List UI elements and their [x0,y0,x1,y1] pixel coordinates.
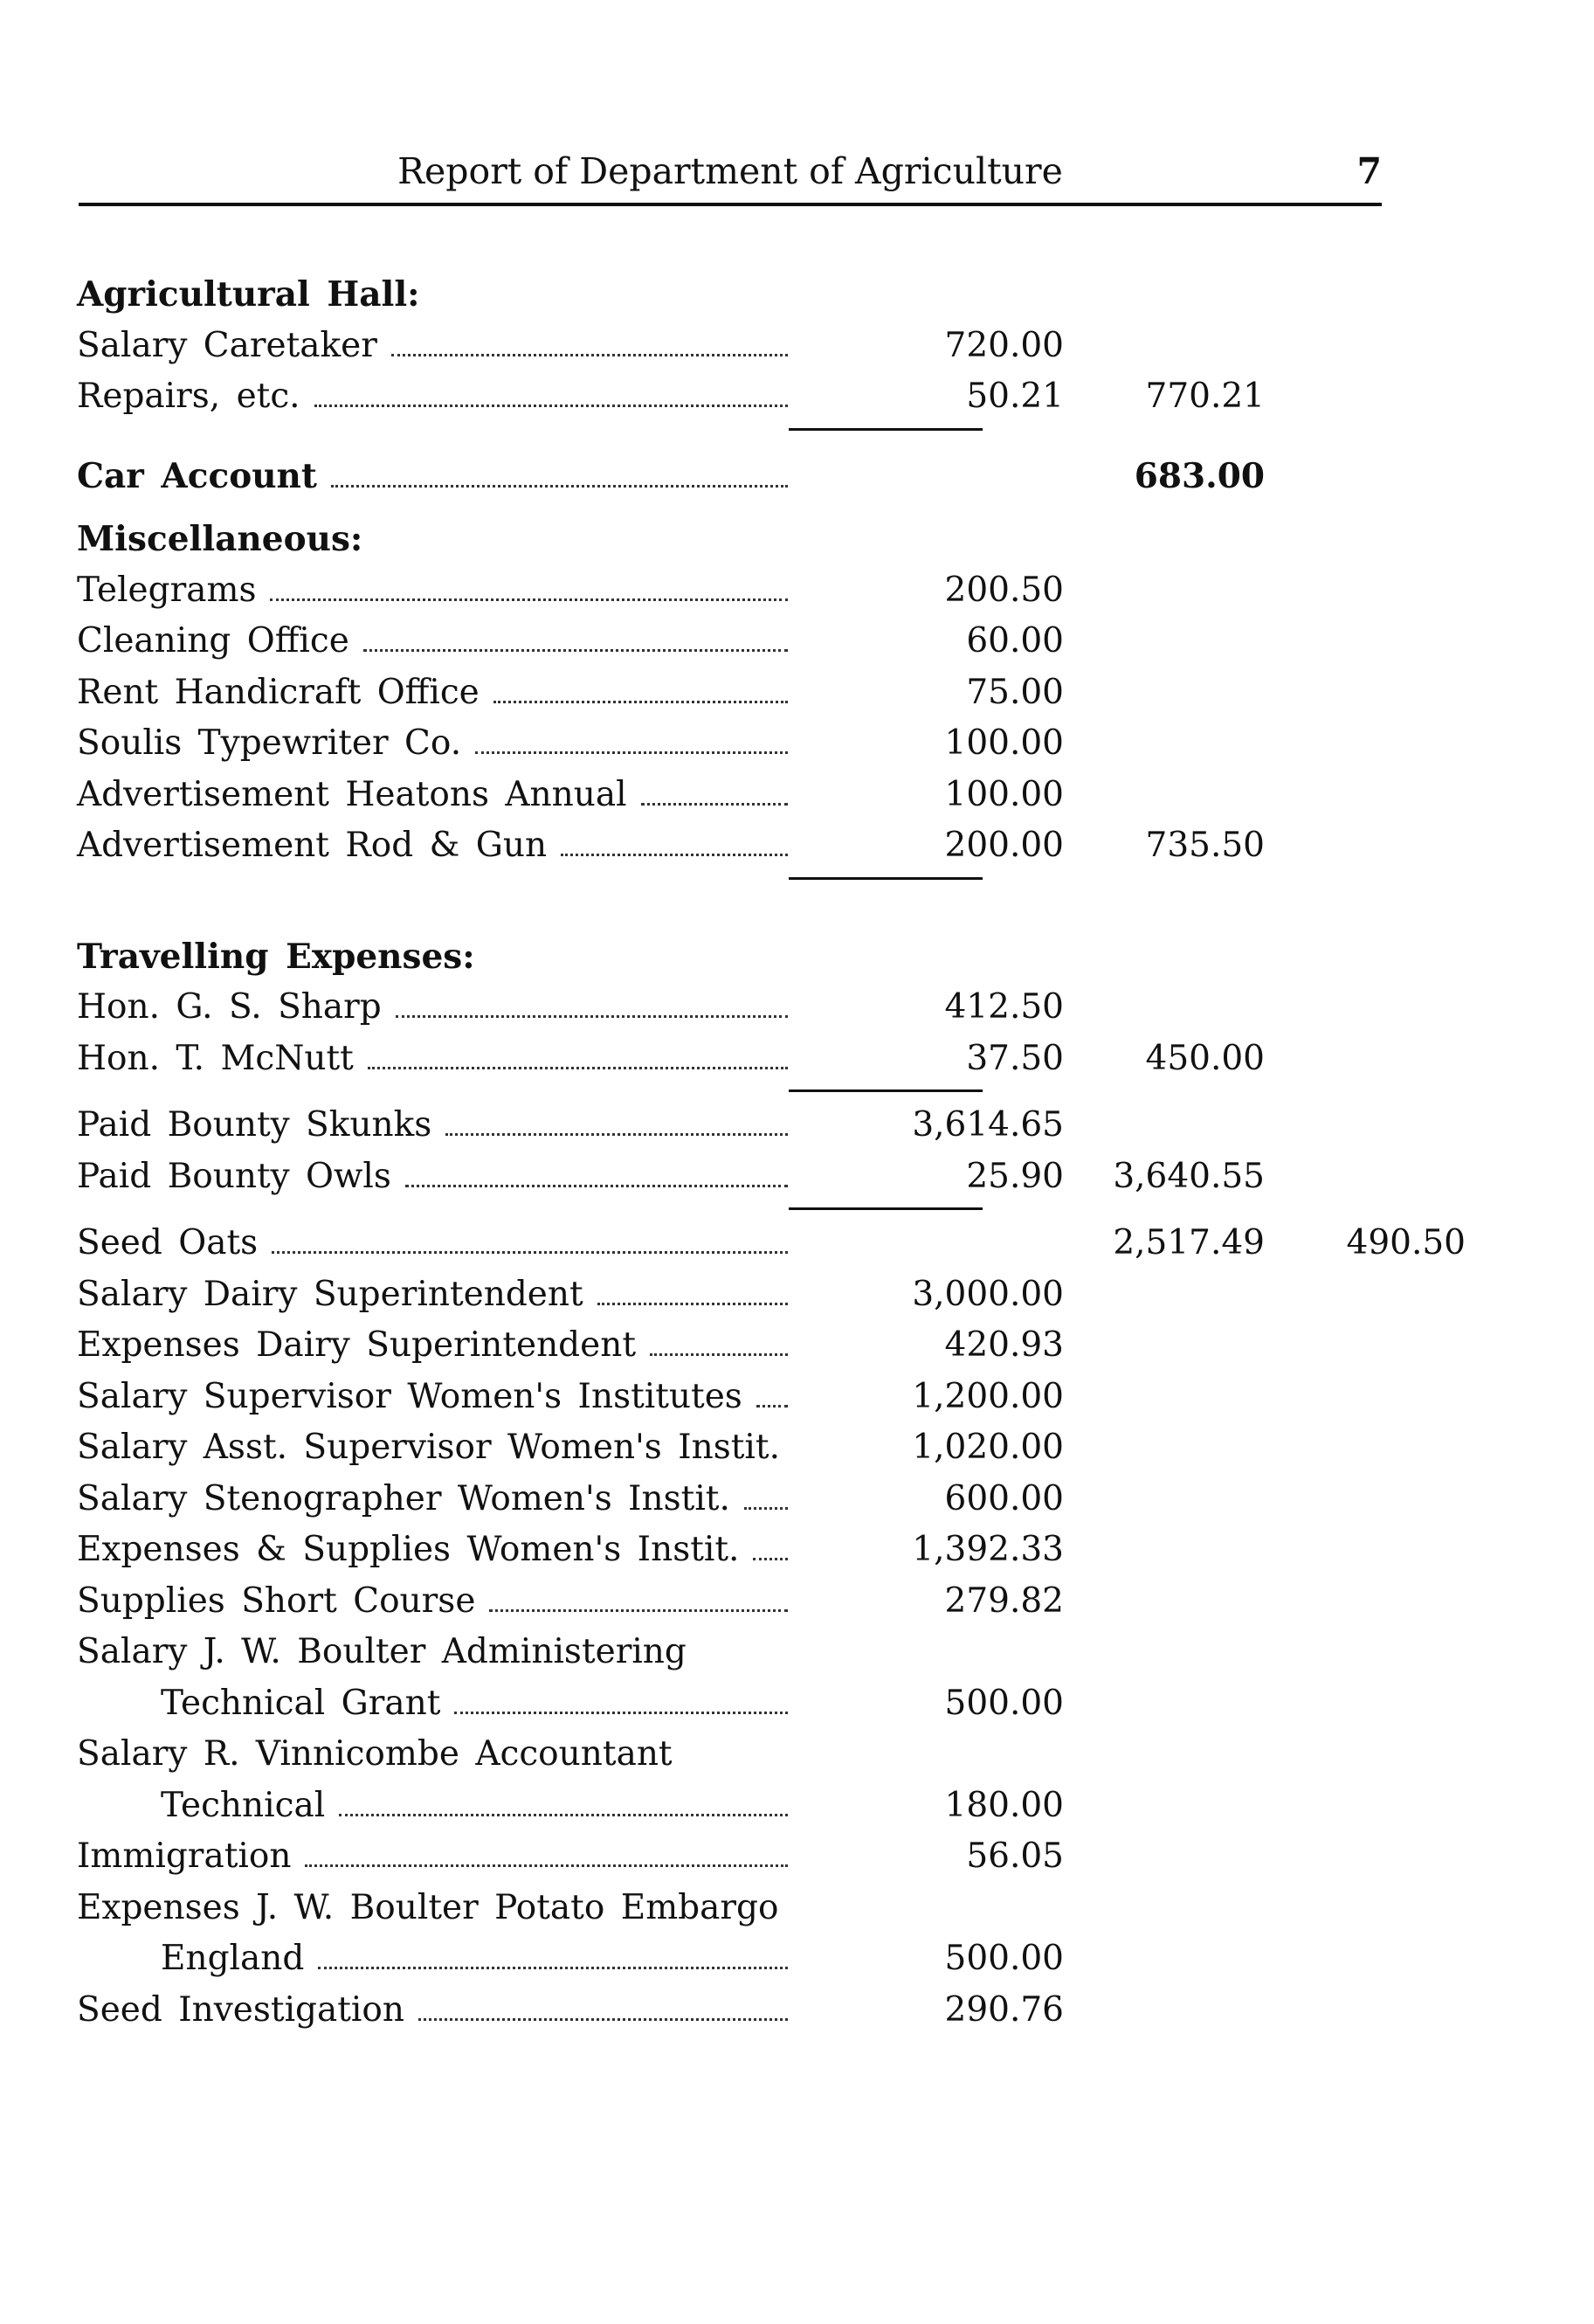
ledger-row [77,770,1439,821]
item-amount: 500.00 [944,1683,1064,1723]
subtotal-amount: 683.00 [1134,455,1265,496]
item-amount: 600.00 [944,1478,1064,1518]
item-amount: 500.00 [944,1939,1064,1978]
extra-amount: 490.50 [1346,1223,1466,1262]
row-label [77,1479,791,1518]
row-label [77,377,791,416]
label-text: Expenses Dairy Superintendent [77,1325,637,1365]
subtotal-amount: 770.21 [1145,377,1265,416]
section-heading [77,514,1439,565]
label-text: Advertisement Heatons Annual [77,774,627,814]
ledger-row [77,1525,1439,1576]
row-label [77,326,791,365]
ledger-row [77,1985,1439,2037]
item-amount: 200.00 [944,826,1064,865]
ledger-row [77,616,1439,667]
label-text: Telegrams [77,570,257,610]
item-amount: 279.82 [944,1580,1064,1621]
row-label [77,456,791,496]
label-text: Immigration [77,1836,292,1876]
label-text: Salary Dairy Superintendent [77,1274,583,1314]
ledger-row [77,1372,1439,1423]
label-text: Miscellaneous: [77,519,363,559]
dot-leader [391,354,788,356]
label-text: Seed Oats [77,1223,259,1262]
ledger-row [77,565,1439,617]
row-label [77,1530,791,1569]
ledger-row [77,1729,1439,1781]
ledger-row [77,1152,1439,1203]
dot-leader [641,803,788,806]
label-text: Expenses & Supplies Women's Instit. [77,1530,740,1569]
row-label [77,274,791,315]
subtotal-amount: 3,640.55 [1113,1156,1265,1196]
row-label [77,1428,791,1467]
item-amount: 420.93 [944,1325,1064,1365]
row-label [77,1888,791,1927]
label-text: Salary Asst. Supervisor Women's Instit. [77,1428,780,1467]
label-text: Soulis Typewriter Co. [77,723,462,763]
dot-leader [489,1609,788,1612]
item-amount: 3,614.65 [912,1105,1064,1145]
dot-leader [744,1507,788,1510]
dot-leader [314,405,788,407]
label-text: Technical [161,1785,326,1825]
dot-leader [756,1405,788,1408]
row-label [77,937,791,977]
item-amount: 3,000.00 [912,1274,1064,1314]
ledger-row [77,321,1439,372]
item-amount: 75.00 [966,672,1064,712]
item-amount: 1,200.00 [912,1376,1064,1416]
item-amount: 100.00 [944,774,1064,814]
ledger-row [77,371,1439,423]
row-label [77,519,791,559]
label-text: Salary Supervisor Women's Institutes [77,1376,742,1416]
label-text: Travelling Expenses: [77,936,475,977]
label-text: Car Account [77,455,317,496]
ledger-table [77,269,1466,2036]
item-amount: 290.76 [944,1989,1064,2030]
row-label [161,1939,791,1978]
label-text: Supplies Short Course [77,1580,476,1621]
dot-leader [405,1185,788,1187]
item-amount: 1,020.00 [912,1428,1064,1467]
label-text: Salary Stenographer Women's Instit. [77,1478,730,1518]
row-label [77,621,791,661]
row-label [77,1632,791,1671]
row-label [77,987,791,1027]
label-text: Salary J. W. Boulter Administering [77,1632,687,1671]
dot-leader [339,1814,788,1816]
subtotal-amount: 2,517.49 [1113,1223,1265,1262]
dot-leader [396,1015,788,1018]
ledger-row [77,1474,1439,1525]
label-text: England [161,1939,305,1978]
ledger-row [77,1218,1466,1269]
row-label [77,1325,791,1365]
label-text: Hon. T. McNutt [77,1038,354,1078]
dot-leader [597,1303,788,1305]
ledger-row [77,1781,1439,1832]
header-rule [79,203,1382,206]
dot-leader [475,751,788,754]
spacer [77,888,1439,931]
label-text: Advertisement Rod & Gun [77,826,548,865]
row-label [77,1105,791,1145]
ledger-row [77,1269,1439,1321]
label-text: Paid Bounty Skunks [77,1105,432,1145]
item-amount: 412.50 [944,987,1064,1027]
label-text: Paid Bounty Owls [77,1156,391,1196]
ledger-row [77,982,1439,1034]
subtotal-amount: 450.00 [1145,1038,1265,1078]
page-number: 7 [1356,150,1382,192]
subtotal-rule [77,423,1439,439]
ledger-row [77,1678,1439,1730]
subtotal-rule [77,1202,1439,1218]
label-text: Hon. G. S. Sharp [77,987,382,1027]
item-amount: 180.00 [944,1785,1064,1825]
dot-leader [305,1864,788,1867]
row-label [77,1039,791,1078]
spacer [77,439,1439,451]
item-amount: 200.50 [944,570,1064,610]
row-label [77,571,791,610]
item-amount: 100.00 [944,723,1064,763]
label-text: Cleaning Office [77,621,349,661]
ledger-row [77,1627,1439,1678]
label-text: Salary Caretaker [77,325,377,365]
ledger-row [77,1320,1439,1372]
ledger-row [77,1100,1439,1152]
ledger-row [77,1831,1439,1883]
ledger-row [77,1422,1439,1474]
row-label [77,1377,791,1416]
page-title: Report of Department of Agriculture [397,150,1063,192]
label-text: Agricultural Hall: [77,274,420,315]
row-label [77,723,791,763]
ledger-row [77,1576,1439,1628]
dot-leader [363,649,788,652]
dot-leader [418,2018,788,2021]
item-amount: 56.05 [966,1836,1064,1876]
page-header [79,147,1382,201]
dot-leader [318,1967,788,1969]
section-heading [77,931,1439,983]
ledger-row [77,451,1439,502]
item-amount: 25.90 [966,1156,1064,1196]
spacer [77,501,1439,514]
ledger-row [77,1883,1439,1934]
dot-leader [650,1353,788,1356]
row-label [77,1990,791,2030]
dot-leader [493,701,788,703]
ledger-row [77,1034,1439,1085]
ledger-row [77,667,1439,719]
row-label [77,826,791,865]
label-text: Rent Handicraft Office [77,672,480,712]
row-label [77,1836,791,1876]
dot-leader [454,1712,788,1714]
section-heading [77,269,1439,321]
dot-leader [368,1067,788,1069]
row-label [77,1157,791,1196]
subtotal-rule [77,872,1439,888]
label-text: Technical Grant [161,1683,441,1723]
label-text: Expenses J. W. Boulter Potato Embargo [77,1887,779,1927]
subtotal-rule [77,1084,1439,1100]
dot-leader [445,1133,788,1136]
label-text: Repairs, etc. [77,377,300,416]
row-label [161,1786,791,1825]
row-label [77,1223,791,1262]
dot-leader [561,854,788,856]
dot-leader [272,1251,788,1254]
item-amount: 50.21 [966,377,1064,416]
dot-leader [753,1558,788,1560]
label-text: Seed Investigation [77,1989,404,2030]
label-text: Salary R. Vinnicombe Accountant [77,1734,673,1774]
item-amount: 37.50 [966,1038,1064,1078]
row-label [161,1684,791,1723]
row-label [77,673,791,712]
item-amount: 720.00 [944,325,1064,365]
item-amount: 60.00 [966,621,1064,661]
dot-leader [331,485,788,488]
ledger-row [77,718,1439,770]
ledger-row [77,1933,1439,1985]
ledger-row [77,820,1439,872]
dot-leader [270,598,788,601]
row-label [77,1581,791,1621]
subtotal-amount: 735.50 [1145,826,1265,865]
row-label [77,775,791,814]
row-label [77,1275,791,1314]
item-amount: 1,392.33 [912,1530,1064,1569]
row-label [77,1734,791,1774]
